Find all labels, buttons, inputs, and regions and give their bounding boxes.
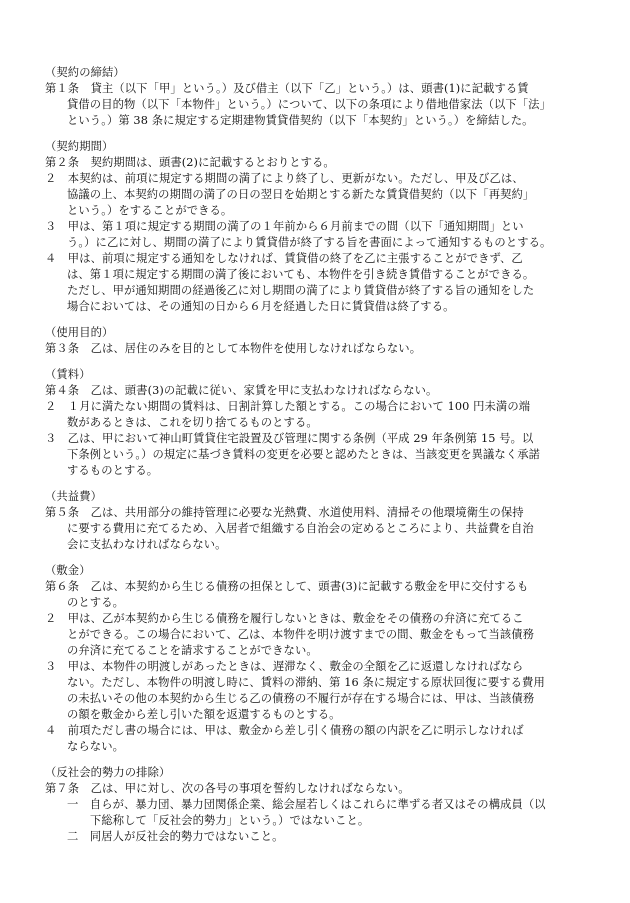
section-heading: （使用目的） bbox=[45, 326, 114, 339]
article-line: とができる。この場合において、乙は、本物件を明け渡すまでの間、敷金をもって当該債務 bbox=[67, 628, 535, 641]
article-line: は、第１項に規定する期間の満了後においても、本物件を引き続き賃借することができる。 bbox=[67, 268, 535, 281]
article-line: ３ 乙は、甲において神山町賃貸住宅設置及び管理に関する条例（平成 29 年条例第 15 号。以 bbox=[45, 432, 534, 445]
article-line: ２ 本契約は、前項に規定する期間の満了により終了し、更新がない。ただし、甲及び乙は、 bbox=[45, 172, 524, 185]
section-heading: （賃料） bbox=[45, 368, 91, 381]
article-line: ない。ただし、本物件の明渡し時に、賃料の滞納、第 16 条に規定する原状回復に要する費用 bbox=[67, 676, 545, 689]
article-line: 協議の上、本契約の期間の満了の日の翌日を始期とする新たな賃貸借契約（以下「再契約」 bbox=[67, 188, 535, 201]
article-line: の額を敷金から差し引いた額を返還するものとする。 bbox=[67, 708, 341, 721]
article-line: 第３条 乙は、居住のみを目的として本物件を使用しなければならない。 bbox=[45, 342, 422, 355]
article-line: ２ 甲は、乙が本契約から生じる債務を履行しないときは、敷金をその債務の弁済に充てるこ bbox=[45, 612, 524, 625]
article-line: 下条例という。）の規定に基づき賃料の変更を必要と認めたときは、当該変更を異議なく承諾 bbox=[67, 448, 541, 461]
article-line: 第４条 乙は、頭書(3)の記載に従い、家賃を甲に支払わなければならない。 bbox=[45, 384, 438, 397]
section-heading: （共益費） bbox=[45, 490, 102, 503]
article-line: ４ 甲は、前項に規定する通知をしなければ、賃貸借の終了を乙に主張することができず、乙 bbox=[45, 252, 523, 265]
article-line: 一 自らが、暴力団、暴力団関係企業、総会屋若しくはこれらに準ずる者又はその構成員（以 bbox=[67, 798, 546, 811]
article-line: ならない。 bbox=[67, 740, 124, 753]
section-heading: （敷金） bbox=[45, 564, 91, 577]
article-line: ３ 甲は、本物件の明渡しがあったときは、遅滞なく、敷金の全額を乙に返還しなければなら bbox=[45, 660, 524, 673]
section-heading: （契約期間） bbox=[45, 140, 114, 153]
article-line: の弁済に充てることを請求することができない。 bbox=[67, 644, 318, 657]
section-heading: （反社会的勢力の排除） bbox=[45, 766, 171, 779]
article-line: ４ 前項ただし書の場合には、甲は、敷金から差し引く債務の額の内訳を乙に明示しなければ bbox=[45, 724, 524, 737]
article-line: の未払いその他の本契約から生じる乙の債務の不履行が存在する場合には、甲は、当該債務 bbox=[67, 692, 535, 705]
article-line: ３ 甲は、第１項に規定する期間の満了の１年前から６月前までの間（以下「通知期間」とい bbox=[45, 220, 524, 233]
article-line: ただし、甲が通知期間の経過後乙に対し期間の満了により賃貸借が終了する旨の通知をした bbox=[67, 284, 535, 297]
article-line: 貸借の目的物（以下「本物件」という。）について、以下の条項により借地借家法（以下「法」 bbox=[67, 98, 551, 111]
article-line: ２ １月に満たない期間の賃料は、日割計算した額とする。この場合において 100 円未満の端 bbox=[45, 400, 531, 413]
article-line: 第５条 乙は、共用部分の維持管理に必要な光熱費、水道使用料、清掃その他環境衛生の保持 bbox=[45, 506, 524, 519]
article-line: 第６条 乙は、本契約から生じる債務の担保として、頭書(3)に記載する敷金を甲に交付するも bbox=[45, 580, 529, 593]
article-line: 第７条 乙は、甲に対し、次の各号の事項を誓約しなければならない。 bbox=[45, 782, 410, 795]
article-line: 会に支払わなければならない。 bbox=[67, 538, 227, 551]
article-line: 場合においては、その通知の日から６月を経過した日に賃貸借は終了する。 bbox=[67, 300, 455, 313]
article-line: う。）に乙に対し、期間の満了により賃貸借が終了する旨を書面によって通知するものとする。 bbox=[67, 236, 552, 249]
article-line: のとする。 bbox=[67, 596, 124, 609]
article-line: に要する費用に充てるため、入居者で組織する自治会の定めるところにより、共益費を自治 bbox=[67, 522, 534, 535]
article-line: 第１条 貸主（以下「甲」という。）及び借主（以下「乙」という。）は、頭書(1)に記載する賃 bbox=[45, 82, 529, 95]
article-line: するものとする。 bbox=[67, 464, 159, 477]
article-line: 下総称して「反社会的勢力」という。）ではないこと。 bbox=[90, 814, 370, 827]
section-heading: （契約の締結） bbox=[45, 66, 125, 79]
article-line: 二 同居人が反社会的勢力ではないこと。 bbox=[67, 830, 284, 843]
article-line: 数があるときは、これを切り捨てるものとする。 bbox=[67, 416, 318, 429]
article-line: という。）をすることができる。 bbox=[67, 204, 233, 217]
article-line: 第２条 契約期間は、頭書(2)に記載するとおりとする。 bbox=[45, 156, 335, 169]
article-line: という。）第 38 条に規定する定期建物賃貸借契約（以下「本契約」という。）を締結した。 bbox=[67, 114, 534, 127]
